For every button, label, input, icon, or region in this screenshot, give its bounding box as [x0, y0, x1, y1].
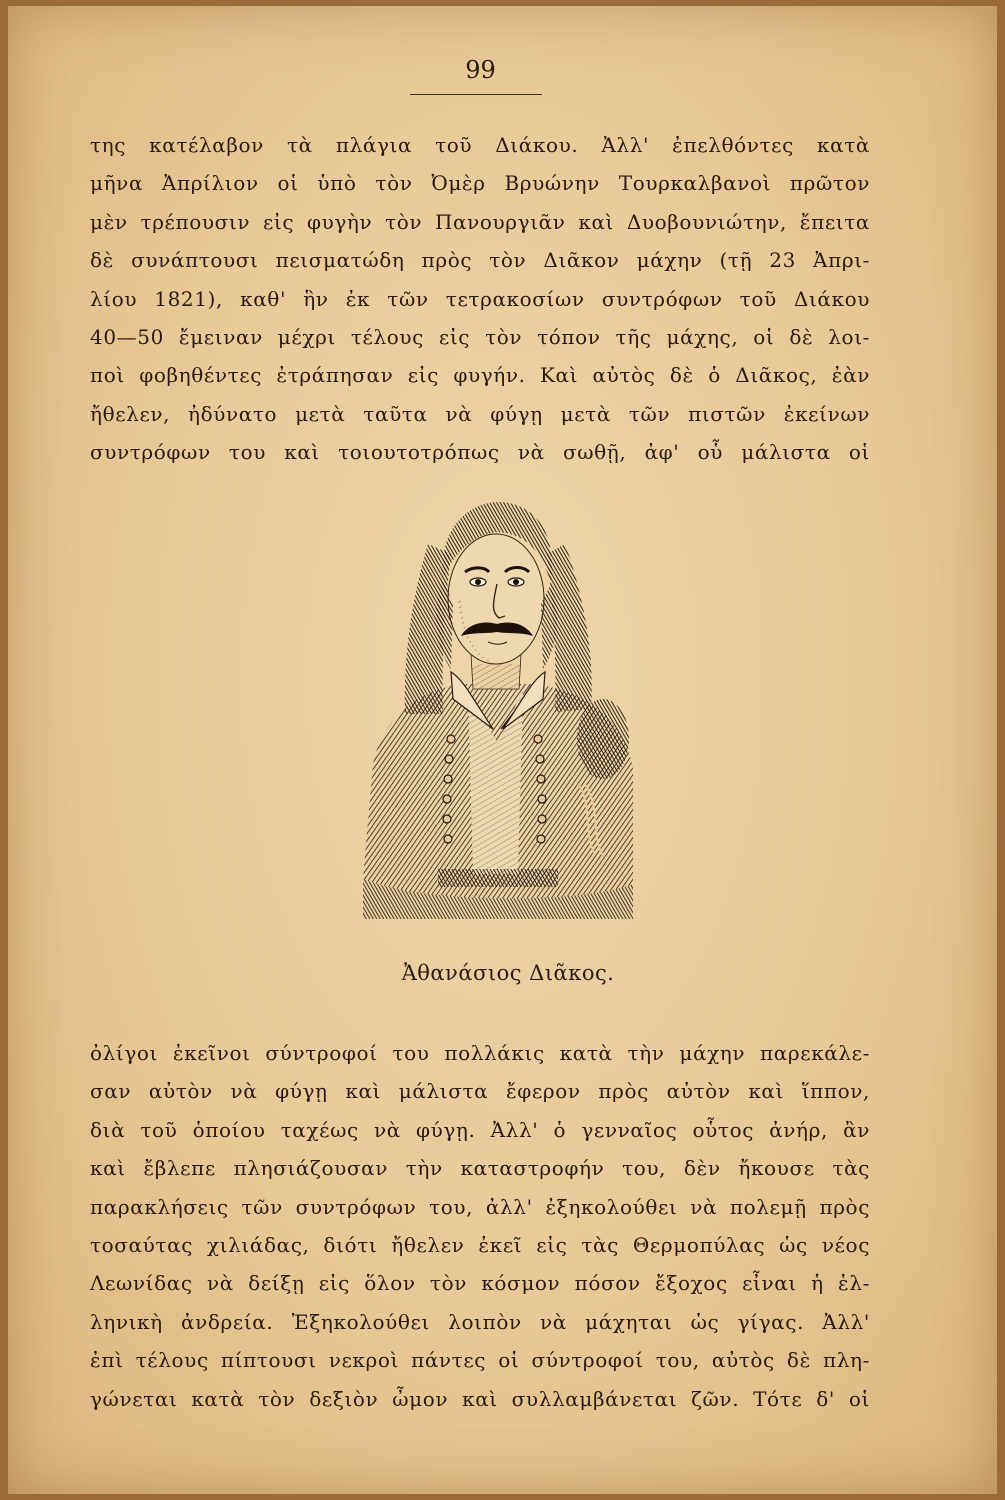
- text-line: τοσαύτας χιλιάδας, διότι ἤθελεν ἐκεῖ εἰς τὰς Θερμοπύλας ὡς νέος: [90, 1233, 870, 1258]
- text-line: ὀλίγοι ἐκεῖνοι σύντροφοί του πολλάκις κατὰ τὴν μάχην παρεκάλε-: [90, 1041, 870, 1065]
- header-rule: [410, 94, 542, 95]
- text-line: ἤθελεν, ἠδύνατο μετὰ ταῦτα νὰ φύγῃ μετὰ τῶν πιστῶν ἐκείνων: [90, 401, 870, 426]
- text-line: καὶ ἔβλεπε πλησιάζουσαν τὴν καταστροφήν του, δὲν ἤκουσε τὰς: [90, 1156, 870, 1181]
- paragraph-bottom: [90, 1034, 870, 1418]
- book-page: [8, 6, 997, 1494]
- paragraph-top: [90, 126, 870, 472]
- text-line: της κατέλαβον τὰ πλάγια τοῦ Διάκου. Ἀλλ' ἐπελθόντες κατὰ: [90, 133, 870, 157]
- text-line: μὲν τρέπουσιν εἰς φυγὴν τὸν Πανουργιᾶν καὶ Δυοβουνιώτην, ἔπειτα: [90, 209, 870, 234]
- text-line: λίου 1821), καθ' ἣν ἐκ τῶν τετρακοσίων συντρόφων τοῦ Διάκου: [90, 286, 870, 311]
- portrait-engraving: [333, 484, 658, 919]
- text-line: δὲ συνάπτουσι πεισματώδη πρὸς τὸν Διᾶκον μάχην (τῇ 23 Ἀπρι-: [90, 248, 870, 273]
- text-line: διὰ τοῦ ὁποίου ταχέως νὰ φύγῃ. Ἀλλ' ὁ γενναῖος οὗτος ἀνήρ, ἂν: [90, 1117, 870, 1142]
- portrait-caption: Ἀθανάσιος Διᾶκος.: [401, 961, 615, 985]
- text-line: σαν αὐτὸν νὰ φύγῃ καὶ μάλιστα ἔφερον πρὸς αὐτὸν καὶ ἵππον,: [90, 1079, 870, 1104]
- text-line: μῆνα Ἀπρίλιον οἱ ὑπὸ τὸν Ὀμὲρ Βρυώνην Τουρκαλβανοὶ πρῶτον: [90, 171, 870, 196]
- text-line: ἐπὶ τέλους πίπτουσι νεκροὶ πάντες οἱ σύντροφοί του, αὐτὸς δὲ πλη-: [90, 1348, 870, 1373]
- text-line: παρακλήσεις τῶν συντρόφων του, ἀλλ' ἐξηκολούθει νὰ πολεμῇ πρὸς: [90, 1194, 870, 1219]
- text-line: ληνικὴ ἀνδρεία. Ἐξηκολούθει λοιπὸν νὰ μάχηται ὡς γίγας. Ἀλλ': [90, 1309, 870, 1334]
- page-number: 99: [465, 56, 496, 84]
- text-line: γώνεται κατὰ τὸν δεξιὸν ὦμον καὶ συλλαμβάνεται ζῶν. Τότε δ' οἱ: [90, 1386, 870, 1411]
- text-line: Λεωνίδας νὰ δείξῃ εἰς ὅλον τὸν κόσμον πόσον ἔξοχος εἶναι ἡ ἑλ-: [90, 1271, 870, 1296]
- text-line: ποὶ φοβηθέντες ἐτράπησαν εἰς φυγήν. Καὶ αὐτὸς δὲ ὁ Διᾶκος, ἐὰν: [90, 363, 870, 388]
- text-line: συντρόφων του καὶ τοιουτοτρόπως νὰ σωθῇ, ἀφ' οὗ μάλιστα οἱ: [90, 440, 870, 465]
- text-line: 40—50 ἔμειναν μέχρι τέλους εἰς τὸν τόπον τῆς μάχης, οἱ δὲ λοι-: [90, 325, 870, 350]
